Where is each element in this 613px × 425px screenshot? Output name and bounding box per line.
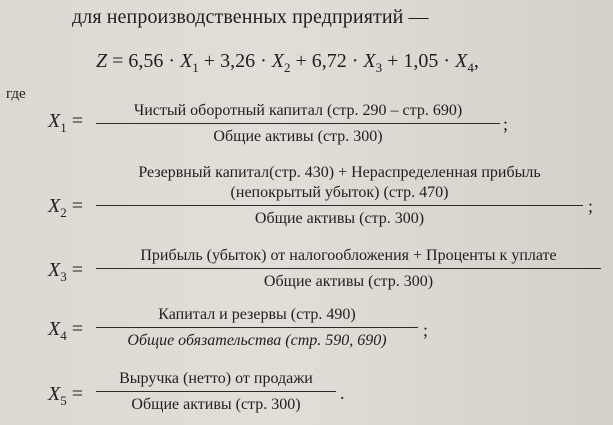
where-label: где xyxy=(6,86,26,102)
x4-fraction-bar xyxy=(96,327,418,328)
x2-fraction xyxy=(96,163,583,229)
x2-fraction-bar xyxy=(96,205,583,206)
x5-fraction-bar xyxy=(96,391,336,392)
x1-punct: ; xyxy=(503,114,509,134)
x4-lhs: $X_4$ = xyxy=(48,318,83,343)
x3-denominator: Общие активы (стр. 300) xyxy=(263,273,434,291)
x1-fraction-bar xyxy=(96,123,500,124)
section-heading: для непроизводственных предприятий — xyxy=(72,6,429,28)
x1-lhs: $X_1$ = xyxy=(48,110,83,135)
z-score-formula: $Z = 6,56 \cdot X_1 + 3,26 \cdot X_2 + 6,72 \cdot X_3 + 1,05 \cdot X_4$, xyxy=(96,50,479,75)
x3-fraction-bar xyxy=(96,268,601,269)
x5-punct: . xyxy=(340,383,345,403)
x1-denominator: Общие активы (стр. 300) xyxy=(213,128,383,146)
x1-fraction xyxy=(96,101,500,147)
x4-denominator: Общие обязательства (стр. 590, 690) xyxy=(127,332,387,350)
x4-numerator: Капитал и резервы (стр. 490) xyxy=(158,306,356,323)
coef-2: 3,26 xyxy=(220,50,256,72)
x5-fraction xyxy=(96,369,336,415)
x2-punct: ; xyxy=(588,196,594,216)
x1-numerator: Чистый оборотный капитал (стр. 290 – стр. 690) xyxy=(133,102,463,119)
x2-numerator-line2: (непокрытый убыток) (стр. 470) xyxy=(230,184,449,201)
x2-denominator: Общие активы (стр. 300) xyxy=(254,210,425,228)
z-symbol: Z xyxy=(96,50,108,72)
x5-numerator: Выручка (нетто) от продажи xyxy=(119,370,313,387)
coef-1: 6,56 xyxy=(128,50,164,72)
x2-numerator-line1: Резервный капитал(стр. 430) + Нераспределенная прибыль xyxy=(138,164,541,181)
x2-lhs: $X_2$ = xyxy=(48,195,83,220)
x3-numerator: Прибыль (убыток) от налогообложения + Проценты к уплате xyxy=(140,247,557,264)
x5-lhs: $X_5$ = xyxy=(48,383,83,408)
coef-3: 6,72 xyxy=(311,50,347,72)
coef-4: 1,05 xyxy=(403,50,439,72)
x4-fraction xyxy=(96,305,418,351)
x3-fraction xyxy=(96,246,601,292)
x5-denominator: Общие активы (стр. 300) xyxy=(131,396,301,414)
x3-lhs: $X_3$ = xyxy=(48,259,83,284)
x4-punct: ; xyxy=(423,320,429,340)
